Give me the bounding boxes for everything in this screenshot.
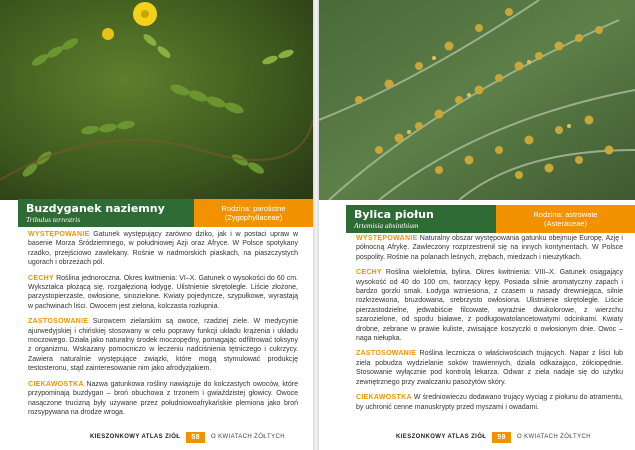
section-label: CIEKAWOSTKA: [28, 380, 84, 388]
left-section-features: [28, 274, 298, 312]
section-label: CECHY: [28, 274, 55, 282]
footer-book-title: KIESZONKOWY ATLAS ZIÓŁ: [396, 434, 487, 440]
tribulus-photo: [0, 0, 313, 200]
left-plant-name: Buzdyganek naziemny: [26, 202, 165, 215]
right-footer: [396, 430, 591, 444]
section-text: Surowcem zielarskim są owoce, rzadziej ziele. W medycynie ajurwedyjskiej i chińskiej stosowany w celu poprawy funkcji układu krążenia i układu moczowego. Działa jako naturalny środek moczopędny, pomagając odfiltrować toksyny z organizmu. Wskazany pomocniczo w leczeniu nadciśnienia tętniczego i cukrzycy. Zawiera naturalnie występujące związki, które mogą stymulować produkcję testosteronu, stąd zainteresowanie nim jako afrodyzjakiem.: [28, 318, 298, 373]
section-text: Roślina jednoroczna. Okres kwitnienia: VI–X. Gatunek o wysokości do 60 cm. Wykształca płożącą się, rozgałęzioną łodygę. Ulistnienie skrętoległe. Liście złożone, parzystopierzaste, owłosione, sinozielone. Kwiaty pojedyncze, szypułkowe, wyrastają w pachwinach liści. Owocem jest zielona, kolczasta rozłupnia.: [28, 274, 298, 310]
right-section-features: [356, 268, 623, 343]
section-text: W średniowieczu dodawano trujący wyciąg z piołunu do atramentu, by uchronić cenne manuskrypty przed myszami i owadami.: [356, 394, 623, 411]
section-label: ZASTOSOWANIE: [28, 318, 89, 326]
left-content: [28, 230, 298, 423]
section-label: WYSTĘPOWANIE: [28, 231, 90, 238]
section-label: ZASTOSOWANIE: [356, 350, 417, 358]
left-family-block: [194, 199, 313, 227]
left-title-block: [18, 199, 194, 227]
footer-section-name: O KWIATACH ŻÓŁTYCH: [516, 434, 591, 440]
right-page: [319, 0, 635, 450]
right-section-usage: [356, 349, 623, 387]
section-text: Roślina lecznicza o właściwościach trujących. Napar z liści lub ziela pobudza wydzielanie soków trawiennych, działa odkażająco, żółciopędnie. Stosowanie wyłącznie pod kontrolą lekarza. Odwar z ziela nadaje się do użytku zewnętrznego przy zwalczaniu pasożytów skóry.: [356, 350, 623, 386]
section-text: Roślina wieloletnia, bylina. Okres kwitnienia: VIII–X. Gatunek osiągający wysokość od 40 do 100 cm, tworzący kępy. Posiada silnie aromatyczny zapach i bardzo gorzki smak. Łodyga wzniesiona, z czasem u nasady drewniejąca, silnie rozkrzewiona, bruzdowana, srebrzysto owłosiona. Ulistnienie skrętoległe. Liście pierzastodzielne, jedwabiście filcowate, wyraźnie dwukolorowe, z wierzchu szarozielone, od spodu białawe, z podługowatolancetowatymi odcinkami. Kwiaty drobne, zebrane w prawie kuliste, zwisające koszyczki o owłosionym dnie. Owoc – naga niełupka.: [356, 269, 623, 343]
right-content: [356, 234, 623, 418]
left-family-label: Rodzina: parolistne: [221, 204, 286, 213]
section-label: CECHY: [356, 269, 383, 277]
left-page: [0, 0, 313, 450]
section-text: Nazwa gatunkowa rośliny nawiązuje do kolczastych owoców, które przypominają buzdygan – broń obuchowa z trzonem i gwiaździstej głowicy. Owoce nasączone trucizną były używane przez południowoafrykańskie plemiona jako broń rozsypywana na drodze wroga.: [28, 380, 298, 416]
section-text: Gatunek występujący zarówno dziko, jak i w postaci upraw w basenie Morza Śródziemnego, w południowej Azji oraz Afryce. W Polsce spotykany rzadko, przejściowo zawlekany. Rośnie w nadmorskich piaskach, na piaszczystych ugorach i obrzeżach pól.: [28, 231, 298, 267]
section-text: Naturalny obszar występowania gatunku obejmuje Europę, Azję i północną Afrykę. Zawleczony rozprzestrenił się na innych kontynentach. W Polsce pospolity. Rośnie na polanach leśnych, zrębach, miedzach i nieużytkach.: [356, 235, 623, 261]
right-section-trivia: [356, 393, 623, 412]
artemisia-photo: [319, 0, 635, 200]
left-section-trivia: [28, 380, 298, 418]
right-family-latin: (Asteraceae): [544, 219, 587, 228]
right-titlebar: [346, 205, 635, 233]
section-label: CIEKAWOSTKA: [356, 394, 412, 402]
left-section-occurrence: [28, 230, 298, 268]
left-titlebar: [18, 199, 313, 227]
right-title-block: [346, 205, 496, 233]
page-number: 58: [186, 432, 205, 443]
footer-section-name: O KWIATACH ŻÓŁTYCH: [210, 434, 285, 440]
left-family-latin: (Zygophyllaceae): [224, 213, 283, 222]
left-latin-name: Tribulus terrestris: [26, 215, 81, 224]
footer-book-title: KIESZONKOWY ATLAS ZIÓŁ: [90, 434, 181, 440]
right-plant-name: Bylica piołun: [354, 208, 434, 221]
left-section-usage: [28, 317, 298, 373]
right-family-label: Rodzina: astrowate: [533, 210, 598, 219]
section-label: WYSTĘPOWANIE: [356, 235, 418, 242]
right-latin-name: Artemisia absinthium: [354, 221, 419, 230]
page-number: 59: [492, 432, 511, 443]
right-section-occurrence: [356, 234, 623, 262]
right-family-block: [496, 205, 635, 233]
left-footer: [90, 430, 285, 444]
